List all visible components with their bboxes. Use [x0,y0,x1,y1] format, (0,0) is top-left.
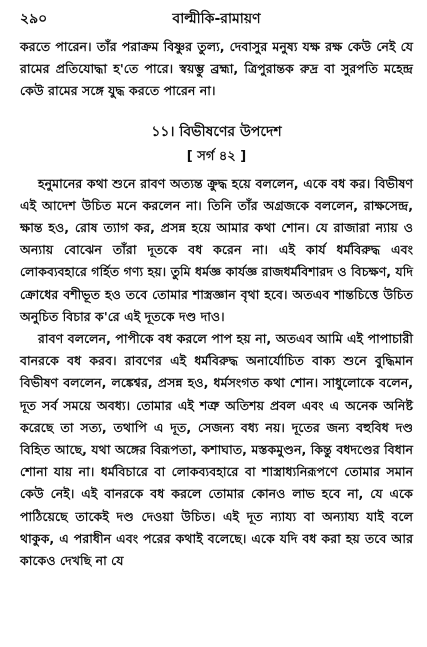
chapter-heading: ১১। বিভীষণের উপদেশ [151,123,282,140]
sarga-label: [ সর্গ ৪২ ] [186,148,247,164]
body-paragraph: রাবণ বললেন, পাপীকে বধ করলে পাপ হয় না, অতএব আমি এই পাপাচারী বানরকে বধ করব। রাবণের এই ধর্মবিরুদ্ধ অনার্যোচিত বাক্য শুনে বুদ্ধিমান বিভীষণ বললেন, লঙ্কেশ্বর, প্রসন্ন হও, ধর্মসংগত কথা শোন। সাধুলোকে বলেন, দূত সর্ব সময়ে অবধ্য। তোমার এই শত্রু অতিশয় প্রবল এবং এ অনেক অনিষ্ট করেছে তা সত্য, তথাপি এ দূত, সেজন্য বধ্য নয়। দূতের জন্য বহুবিধ দণ্ড বিহিত আছে, যথা অঙ্গের বিরূপতা, কশাঘাত, মস্তকমুণ্ডন, কিন্তু বধদণ্ডের বিধান শোনা যায় না। ধর্মবিচারে বা লোকব্যবহারে বা শাস্ত্রাধ্যনিরূপণে তোমার সমান কেউ নেই। এই বানরকে বধ করলে তোমার কোনও লাভ হবে না, যে একে পাঠিয়েছে তাকেই দণ্ড দেওয়া উচিত। এই দূত ন্যায্য বা অন্যায্য যাই বলে থাকুক, এ পরাধীন এবং পরের কথাই বলেছে। একে যদি বধ করা হয় তবে আর কাকেও দেখছি না যে [20,331,413,569]
page-header [20,8,413,30]
intro-paragraph: করতে পারেন। তাঁর পরাক্রম বিষ্ণুর তুল্য, দেবাসুর মনুষ্য যক্ষ রক্ষ কেউ নেই যে রামের প্রতিযোদ্ধা হ'তে পারে। স্বয়ম্ভু ব্রহ্মা, ত্রিপুরান্তক রুদ্র বা সুরপতি মহেন্দ্র কেউ রামের সঙ্গে যুদ্ধ করতে পারেন না। [20,39,413,99]
page-number: ২৯০ [20,11,48,27]
body-paragraph: হনুমানের কথা শুনে রাবণ অত্যন্ত ক্রুদ্ধ হয়ে বললেন, একে বধ কর। বিভীষণ এই আদেশ উচিত মনে করলেন না। তিনি তাঁর অগ্রজকে বললেন, রাক্ষসেন্দ্র, ক্ষান্ত হও, রোষ ত্যাগ কর, প্রসন্ন হয়ে আমার কথা শোন। যে রাজারা ন্যায় ও অন্যায় বোঝেন তাঁরা দূতকে বধ করেন না। এই কার্য ধর্মবিরুদ্ধ এবং লোকব্যবহারে গর্হিত গণ্য হয়। তুমি ধর্মজ্ঞ কার্যজ্ঞ রাজধর্মবিশারদ ও বিচক্ষণ, যদি ক্রোধের বশীভূত হও তবে তোমার শাস্ত্রজ্ঞান বৃথা হবে। অতএব শান্তচিত্তে উচিত অনুচিত বিচার ক'রে এই দূতকে দণ্ড দাও। [20,175,413,324]
running-title: বাল্মীকি-রামায়ণ [172,11,261,27]
